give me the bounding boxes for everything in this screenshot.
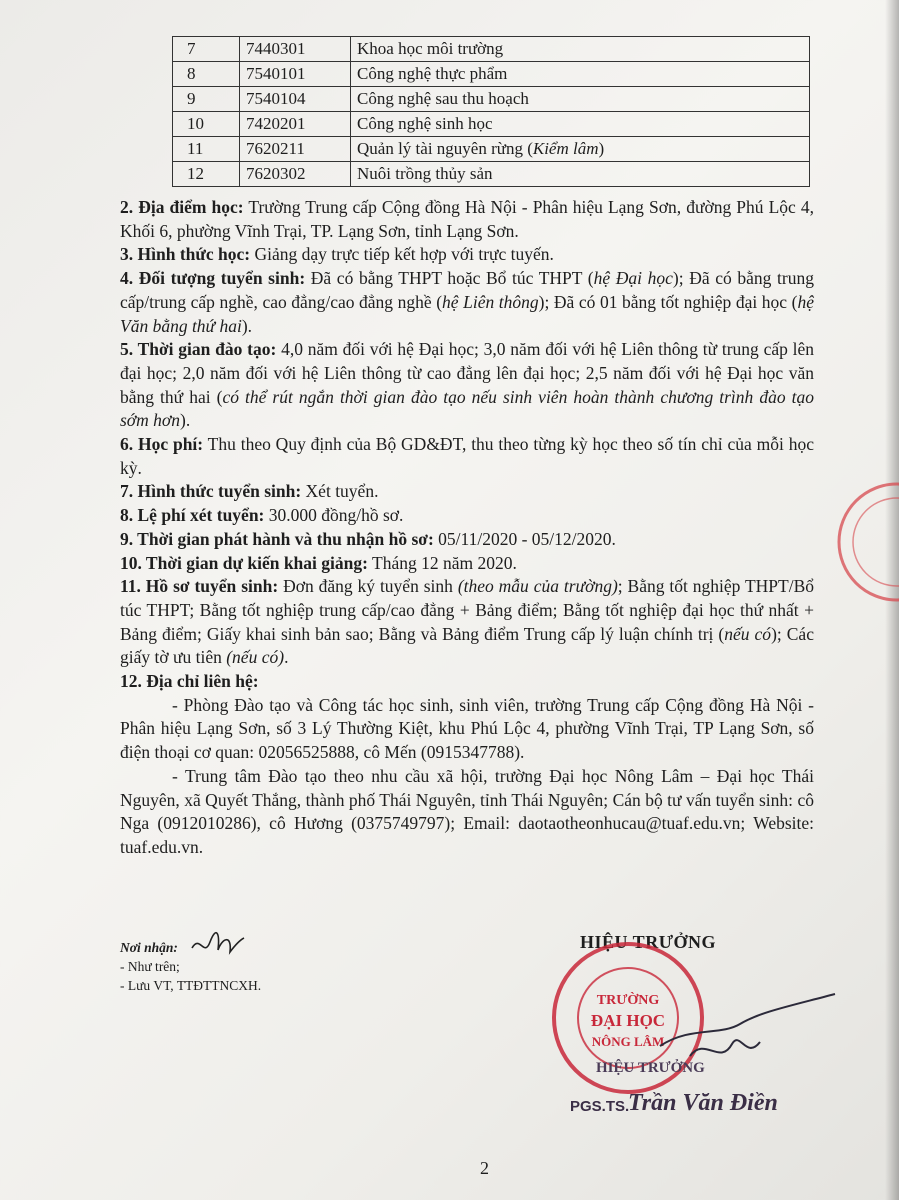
major-name (351, 137, 810, 162)
major-code: 7440301 (240, 37, 351, 62)
section-italic: (nếu có) (226, 647, 285, 668)
section-italic: có thể rút ngắn thời gian đào tạo nếu sinh viên hoàn thành chương trình đào tạo sớm hơn (120, 386, 814, 431)
svg-text:ĐẠI HỌC: ĐẠI HỌC (590, 1011, 666, 1030)
section-text: Giảng dạy trực tiếp kết hợp với trực tuyến. (250, 244, 554, 265)
section-label: 2. Địa điểm học: (120, 197, 244, 217)
major-name-end: ) (598, 139, 605, 158)
section-text: ). (241, 315, 253, 336)
major-name: Nuôi trồng thủy sản (351, 162, 810, 187)
signer-title: PGS.TS. (570, 1098, 630, 1115)
section-text: Trường Trung cấp Cộng đồng Hà Nội - Phân hiệu Lạng Sơn, đường Phú Lộc 4, Khối 6, phường Vĩnh Trại, TP. Lạng Sơn, tỉnh Lạng Sơn. (120, 197, 814, 241)
section-fee (120, 504, 814, 528)
section-label: 4. Đối tượng tuyển sinh: (120, 268, 306, 289)
section-label: 8. Lệ phí xét tuyển: (120, 505, 265, 526)
section-text: 05/11/2020 - 05/12/2020. (433, 528, 616, 549)
section-italic: hệ Đại học (593, 268, 673, 289)
major-code: 7540104 (240, 87, 351, 112)
section-tuition (120, 433, 814, 480)
section-text: Xét tuyển. (301, 481, 379, 502)
section-duration (120, 338, 814, 433)
section-text: Đơn đăng ký tuyển sinh (278, 576, 458, 597)
major-code: 7540101 (240, 62, 351, 87)
section-opening (120, 552, 814, 576)
section-label: 12. Địa chỉ liên hệ: (120, 671, 259, 692)
major-code: 7420201 (240, 112, 351, 137)
table-row (173, 112, 810, 137)
section-label: 3. Hình thức học: (120, 244, 251, 265)
row-number: 8 (173, 62, 240, 87)
section-italic: nếu có (724, 623, 772, 644)
section-text: Thu theo Quy định của Bộ GD&ĐT, thu theo từng kỳ học theo số tín chỉ của mỗi học kỳ. (120, 434, 814, 478)
section-text: 4,0 năm đối với hệ Đại học; 3,0 năm đối với hệ Liên thông từ trung cấp lên đại học; 2,0 năm đối với hệ Liên thông từ cao đẳng lên đại học; 2,5 năm đối với hệ Đại học văn bằng thứ hai ( (120, 339, 815, 407)
table-row (173, 137, 810, 162)
table-row (173, 162, 810, 187)
document-body (120, 196, 814, 860)
signature-block (540, 926, 840, 1126)
section-text: ). (180, 410, 191, 431)
section-label: 9. Thời gian phát hành và thu nhận hồ sơ: (120, 528, 434, 549)
section-italic: hệ Văn bằng thứ hai (120, 291, 814, 336)
section-text: ; Bằng tốt nghiệp THPT/Bổ túc THPT; Bằng tốt nghiệp trung cấp/cao đẳng + Bảng điểm; Bằng tốt nghiệp đại học thứ nhất + Bảng điểm; Giấy khai sinh bản sao; Bằng và Bảng điểm Trung cấp lý luận chính trị ( (120, 576, 815, 644)
major-code: 7620302 (240, 162, 351, 187)
section-text: 30.000 đồng/hồ sơ. (264, 505, 404, 526)
major-name-italic: Kiểm lâm (532, 139, 599, 158)
section-eligibility (120, 267, 814, 338)
major-code: 7620211 (240, 137, 351, 162)
table-row (173, 62, 810, 87)
majors-table (172, 36, 810, 187)
row-number: 12 (173, 162, 240, 187)
section-italic: (theo mẫu của trường) (457, 576, 618, 597)
contact-item: - Trung tâm Đào tạo theo nhu cầu xã hội, trường Đại học Nông Lâm – Đại học Thái Nguyên, xã Quyết Thắng, thành phố Thái Nguyên, tỉnh Thái Nguyên; Cán bộ tư vấn tuyển sinh: cô Nga (0912010286), cô Hương (0375749797); Email: daotaotheonhucau@tuaf.edu.vn; Website: tuaf.edu.vn. (120, 765, 814, 857)
table-row (173, 37, 810, 62)
row-number: 7 (173, 37, 240, 62)
contact-item: - Phòng Đào tạo và Công tác học sinh, sinh viên, trường Trung cấp Cộng đồng Hà Nội - Phân hiệu Lạng Sơn, số 3 Lý Thường Kiệt, khu Phú Lộc 4, phường Vĩnh Trại, TP Lạng Sơn, số điện thoại cơ quan: 02056525888, cô Mến (0915347788). (120, 694, 814, 763)
section-study-mode (120, 243, 814, 267)
major-name: Khoa học môi trường (351, 37, 810, 62)
recipient-item: - Lưu VT, TTĐTTNCXH. (120, 978, 262, 993)
section-label: 11. Hồ sơ tuyển sinh: (120, 576, 279, 597)
row-number: 11 (173, 137, 240, 162)
major-name: Công nghệ sau thu hoạch (351, 87, 810, 112)
section-label: 5. Thời gian đào tạo: (120, 339, 277, 360)
section-admission-form (120, 480, 814, 504)
page-number: 2 (480, 1158, 489, 1178)
signer-name: Trần Văn Điền (628, 1090, 778, 1116)
section-text: Tháng 12 năm 2020. (367, 552, 517, 573)
recipient-item: - Như trên; (120, 959, 180, 974)
section-label: 6. Học phí: (120, 434, 204, 455)
section-text: . (284, 647, 289, 668)
section-location (120, 196, 814, 243)
section-text: ); Đã có 01 bằng tốt nghiệp đại học ( (538, 291, 798, 312)
row-number: 10 (173, 112, 240, 137)
svg-text:NÔNG LÂM: NÔNG LÂM (591, 1034, 665, 1049)
signature-title: HIỆU TRƯỞNG (580, 932, 717, 952)
partial-seal-stamp (812, 480, 899, 610)
section-documents (120, 575, 814, 670)
section-application-period (120, 528, 814, 552)
initials-scribble (188, 928, 248, 968)
signature-subtitle: HIỆU TRƯỞNG (596, 1060, 705, 1076)
table-row (173, 87, 810, 112)
section-text: Đã có bằng THPT hoặc Bổ túc THPT ( (305, 268, 594, 289)
section-text: ); Đã có bằng trung cấp/trung cấp nghề, cao đẳng/cao đẳng nghề ( (120, 268, 814, 312)
major-name-text: Quản lý tài nguyên rừng ( (357, 139, 533, 158)
section-contact (120, 670, 814, 694)
section-label: 10. Thời gian dự kiến khai giảng: (120, 552, 368, 573)
major-name: Công nghệ thực phẩm (351, 62, 810, 87)
major-name: Công nghệ sinh học (351, 112, 810, 137)
svg-text:TRƯỜNG: TRƯỜNG (596, 993, 660, 1008)
section-italic: hệ Liên thông (442, 291, 539, 312)
recipients-header: Nơi nhận: (120, 940, 178, 955)
row-number: 9 (173, 87, 240, 112)
section-label: 7. Hình thức tuyển sinh: (120, 481, 302, 502)
section-text: ); Các giấy tờ ưu tiên (120, 623, 814, 668)
